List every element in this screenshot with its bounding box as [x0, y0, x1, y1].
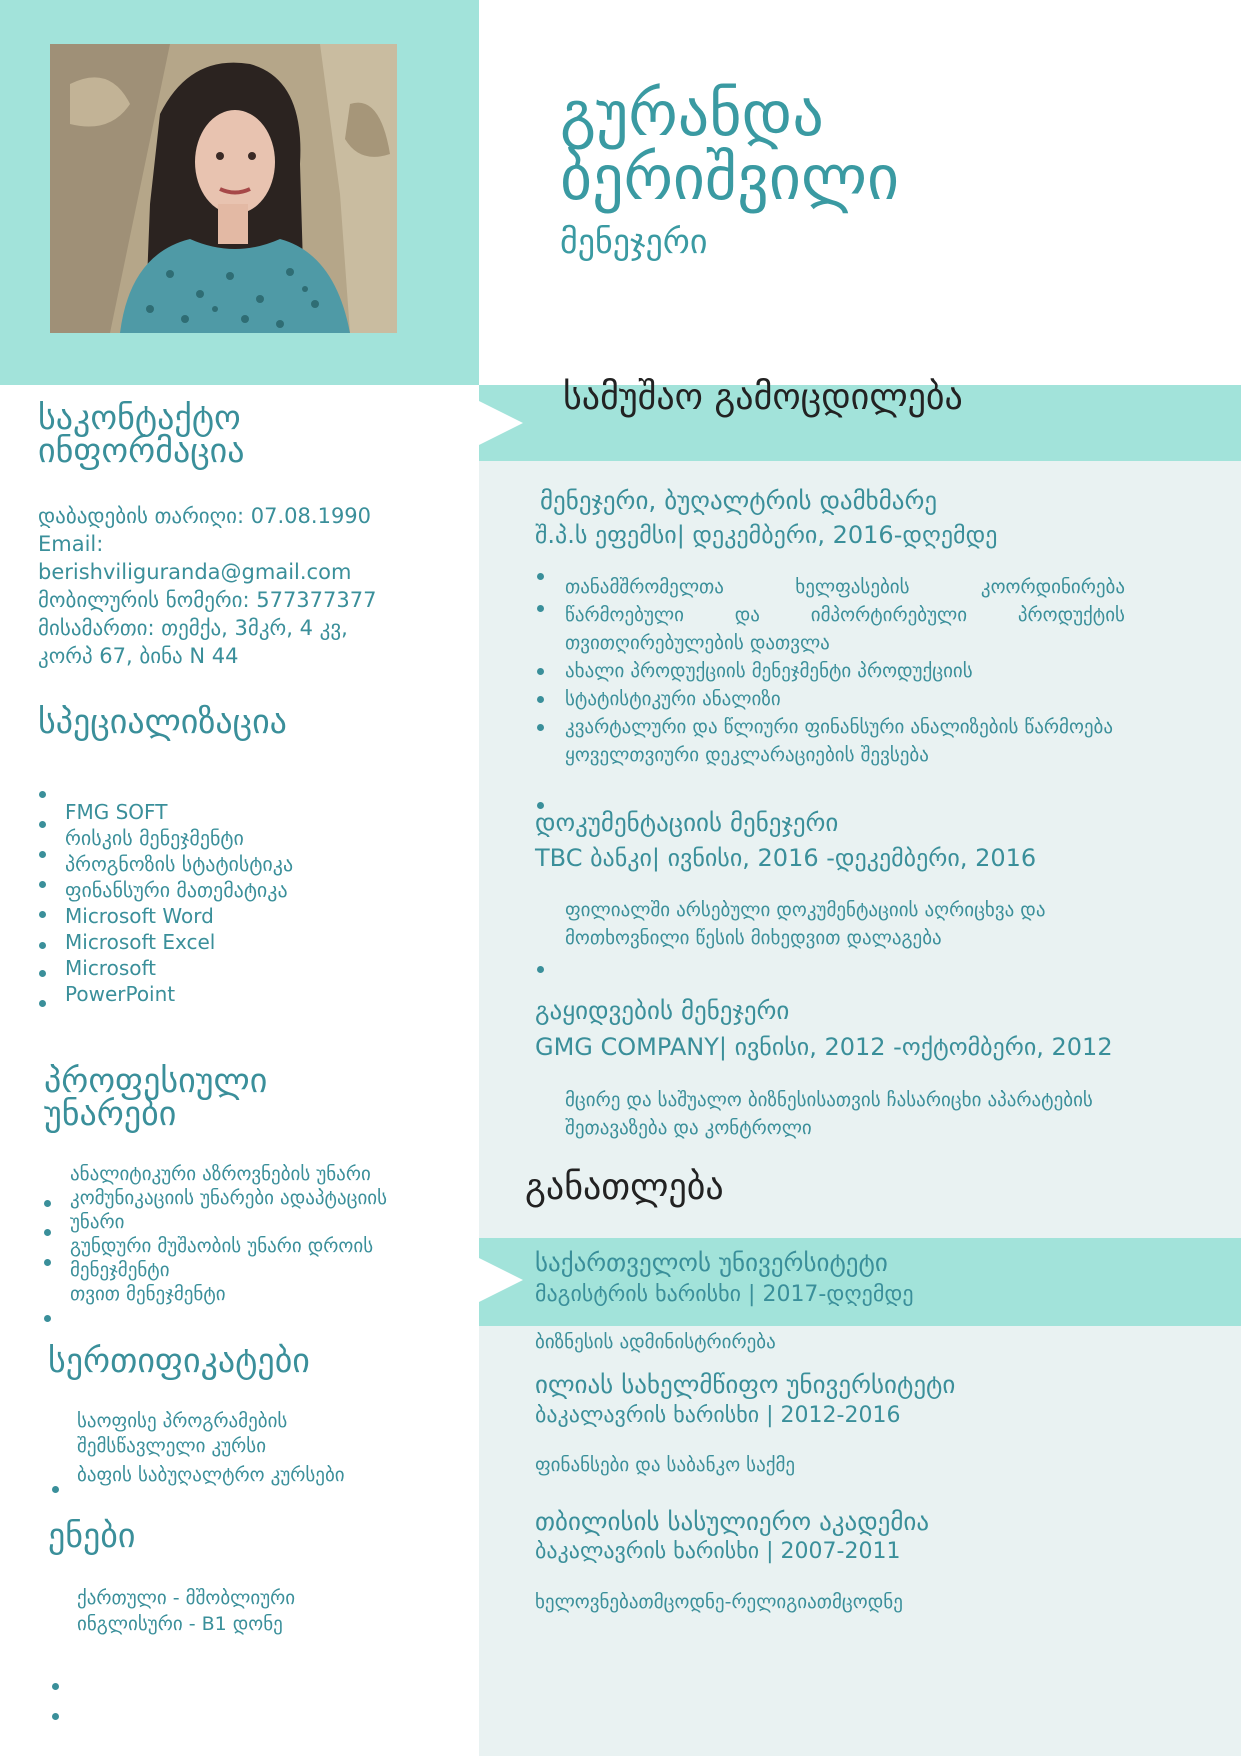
- specialization-item: Microsoft: [65, 956, 157, 980]
- certificate-item: ბაფის საბუღალტრო კურსები: [77, 1464, 345, 1486]
- specialization-item: პროგნოზის სტატისტიკა: [65, 852, 294, 876]
- bullet: [39, 942, 46, 949]
- job-duties: [565, 1086, 1093, 1142]
- skills-item: გუნდური მუშაობის უნარი დროის: [70, 1235, 374, 1257]
- certificates-list: [77, 1409, 345, 1488]
- bullet: [39, 821, 46, 828]
- school-name: საქართველოს უნივერსიტეტი: [535, 1248, 888, 1277]
- bullet: [537, 605, 544, 612]
- bullet: [39, 911, 46, 918]
- specialization-item: Microsoft Excel: [65, 930, 216, 954]
- school-name: ილიას სახელმწიფო უნივერსიტეტი: [535, 1370, 956, 1399]
- job-company: GMG COMPANY| ივნისი, 2012 -ოქტომბერი, 2012: [535, 1033, 1113, 1061]
- certificate-item: შემსწავლელი კურსი: [77, 1435, 267, 1457]
- job-role: დოკუმენტაციის მენეჯერი: [535, 808, 839, 837]
- experience-heading: სამუშაო გამოცდილება: [563, 377, 963, 418]
- specialization-heading: სპეციალიზაცია: [38, 702, 287, 742]
- language-item: ინგლისური - B1 დონე: [77, 1613, 283, 1635]
- experience-band-notch: [479, 401, 523, 445]
- school-degree: მაგისტრის ხარისხი | 2017-დღემდე: [535, 1282, 914, 1307]
- contact-email-label: Email:: [38, 532, 104, 556]
- last-name: ბერიშვილი: [560, 141, 900, 214]
- job-duty: თვითღირებულების დათვლა: [565, 632, 830, 654]
- bullet: [39, 1000, 46, 1007]
- contact-heading-line1: საკონტაქტო: [38, 398, 241, 438]
- bullet: [44, 1315, 51, 1322]
- school-degree: ბაკალავრის ხარისხი | 2012-2016: [535, 1403, 901, 1428]
- bullet: [44, 1259, 51, 1266]
- bullet: [39, 881, 46, 888]
- education-heading: განათლება: [525, 1167, 724, 1208]
- skills-item: თვით მენეჯმენტი: [70, 1283, 226, 1305]
- skills-item: უნარი: [70, 1211, 125, 1233]
- portrait-image: [50, 44, 397, 333]
- job-company: შ.პ.ს ეფემსი| დეკემბერი, 2016-დღემდე: [535, 521, 998, 549]
- contact-address-line2: კორპ 67, ბინა N 44: [38, 644, 239, 668]
- skills-heading-line1: პროფესიული: [44, 1061, 268, 1101]
- school-field: ბიზნესის ადმინისტრირება: [535, 1331, 776, 1353]
- specialization-item: ფინანსური მათემატიკა: [65, 878, 288, 902]
- job-duties: [565, 573, 1125, 769]
- bullet: [537, 668, 544, 675]
- skills-item: მენეჯმენტი: [70, 1259, 170, 1281]
- job-company: TBC ბანკი| ივნისი, 2016 -დეკემბერი, 2016: [535, 844, 1037, 872]
- contact-heading: [38, 398, 245, 471]
- certificate-item: საოფისე პროგრამების: [77, 1410, 288, 1432]
- job-title: მენეჯერი: [560, 222, 708, 262]
- school-name: თბილისის სასულიერო აკადემია: [535, 1507, 930, 1536]
- school-field: ხელოვნებათმცოდნე-რელიგიათმცოდნე: [535, 1591, 903, 1613]
- school-field: ფინანსები და საბანკო საქმე: [535, 1454, 796, 1476]
- contact-address-line1: მისამართი: თემქა, 3მკრ, 4 კვ,: [38, 616, 348, 640]
- profile-photo: [50, 44, 397, 333]
- specialization-item: Microsoft Word: [65, 904, 214, 928]
- bullet: [39, 791, 46, 798]
- job-duty: შეთავაზება და კონტროლი: [565, 1117, 812, 1139]
- job-duty: კვარტალური და წლიური ფინანსური ანალიზების წარმოება: [565, 716, 1114, 738]
- job-duty: მოთხოვნილი წესის მიხედვით დალაგება: [565, 927, 942, 949]
- job-duty: ყოველთვიური დეკლარაციების შევსება: [565, 744, 929, 766]
- school-degree: ბაკალავრის ხარისხი | 2007-2011: [535, 1539, 901, 1564]
- education-band-notch: [479, 1258, 523, 1302]
- job-duty: წარმოებული და იმპორტირებული პროდუქტის: [565, 604, 1125, 626]
- job-duty: თანამშრომელთა ხელფასების კოორდინირება: [565, 576, 1125, 598]
- bullet: [537, 724, 544, 731]
- contact-email[interactable]: berishviliguranda@gmail.com: [38, 560, 352, 584]
- job-role: გაყიდვების მენეჯერი: [535, 996, 790, 1025]
- skills-heading-line2: უნარები: [44, 1094, 177, 1134]
- skills-list: [70, 1162, 387, 1306]
- specialization-list: [65, 799, 293, 1007]
- bullet: [39, 970, 46, 977]
- skills-item: კომუნიკაციის უნარები ადაპტაციის: [70, 1187, 388, 1209]
- skills-heading: [44, 1061, 268, 1134]
- job-duty: მცირე და საშუალო ბიზნესისათვის ჩასარიცხი აპარატების: [565, 1089, 1093, 1111]
- first-name: გურანდა: [560, 77, 824, 150]
- specialization-item: რისკის მენეჯმენტი: [65, 826, 244, 850]
- bullet: [52, 1683, 59, 1690]
- contact-heading-line2: ინფორმაცია: [38, 431, 245, 471]
- bullet: [39, 851, 46, 858]
- bullet: [52, 1486, 59, 1493]
- language-item: ქართული - მშობლიური: [77, 1587, 296, 1609]
- bullet: [44, 1229, 51, 1236]
- languages-heading: ენები: [48, 1516, 136, 1556]
- specialization-item: FMG SOFT: [65, 800, 168, 824]
- certificates-heading: სერთიფიკატები: [48, 1341, 310, 1381]
- bullet: [52, 1713, 59, 1720]
- contact-phone: მობილურის ნომერი: 577377377: [38, 588, 377, 612]
- contact-birthdate: დაბადების თარიღი: 07.08.1990: [38, 504, 372, 528]
- contact-details: [38, 502, 376, 670]
- job-duties: [565, 896, 1045, 952]
- bullet: [537, 573, 544, 580]
- skills-item: ანალიტიკური აზროვნების უნარი: [70, 1163, 371, 1185]
- specialization-item: PowerPoint: [65, 982, 176, 1006]
- bullet: [537, 696, 544, 703]
- bullet: [44, 1200, 51, 1207]
- languages-list: [77, 1585, 295, 1637]
- job-role: მენეჯერი, ბუღალტრის დამხმარე: [540, 486, 938, 515]
- bullet: [537, 966, 544, 973]
- job-duty: სტატისტიკური ანალიზი: [565, 688, 781, 710]
- job-duty: ფილიალში არსებული დოკუმენტაციის აღრიცხვა და: [565, 899, 1046, 921]
- job-duty: ახალი პროდუქციის მენეჯმენტი პროდუქციის: [565, 660, 973, 682]
